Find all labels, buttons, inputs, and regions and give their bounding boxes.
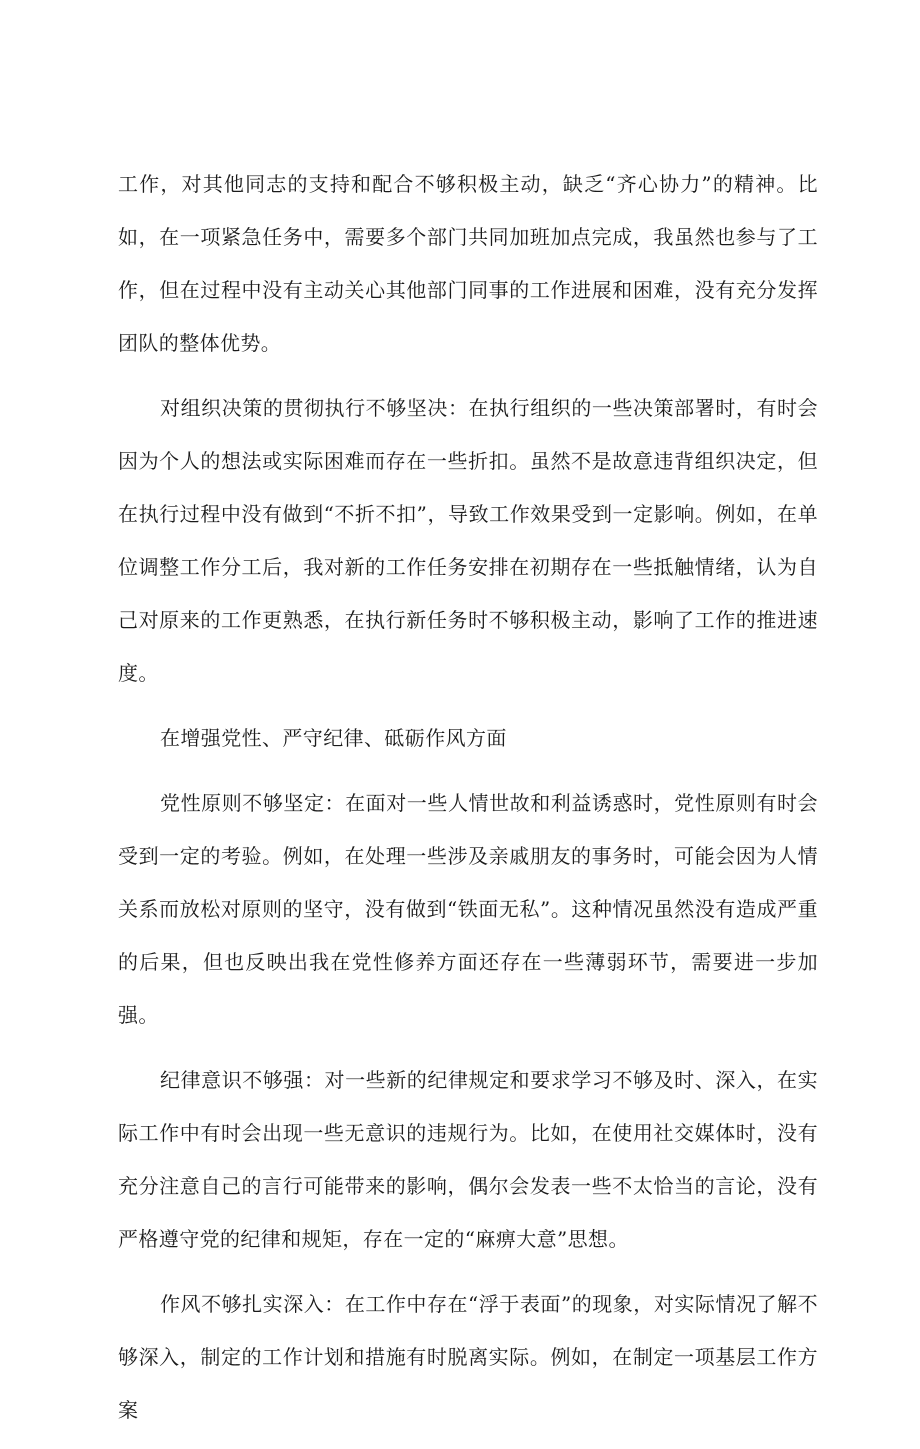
paragraph-discipline-awareness: 纪律意识不够强：对一些新的纪律规定和要求学习不够及时、深入，在实际工作中有时会出现一些无意识的违规行为。比如，在使用社交媒体时，没有充分注意自己的言行可能带来的影响，偶尔会发表一些不太恰当的言论，没有严格遵守党的纪律和规矩，存在一定的“麻痹大意”思想。: [118, 1068, 818, 1251]
paragraph-continuation: 工作，对其他同志的支持和配合不够积极主动，缺乏“齐心协力”的精神。比如，在一项紧急任务中，需要多个部门共同加班加点完成，我虽然也参与了工作，但在过程中没有主动关心其他部门同事的工作进展和困难，没有充分发挥团队的整体优势。: [118, 172, 818, 355]
section-heading: 在增强党性、严守纪律、砥砺作风方面: [160, 726, 507, 750]
document-body: [118, 158, 818, 1449]
paragraph-party-principle: 党性原则不够坚定：在面对一些人情世故和利益诱惑时，党性原则有时会受到一定的考验。例如，在处理一些涉及亲戚朋友的事务时，可能会因为人情关系而放松对原则的坚守，没有做到“铁面无私”。这种情况虽然没有造成严重的后果，但也反映出我在党性修养方面还存在一些薄弱环节，需要进一步加强。: [118, 791, 818, 1027]
paragraph-work-style: 作风不够扎实深入：在工作中存在“浮于表面”的现象，对实际情况了解不够深入，制定的工作计划和措施有时脱离实际。例如，在制定一项基层工作方案: [118, 1292, 818, 1422]
paragraph-policy-execution: 对组织决策的贯彻执行不够坚决：在执行组织的一些决策部署时，有时会因为个人的想法或实际困难而存在一些折扣。虽然不是故意违背组织决定，但在执行过程中没有做到“不折不扣”，导致工作效果受到一定影响。例如，在单位调整工作分工后，我对新的工作任务安排在初期存在一些抵触情绪，认为自己对原来的工作更熟悉，在执行新任务时不够积极主动，影响了工作的推进速度。: [118, 396, 818, 685]
